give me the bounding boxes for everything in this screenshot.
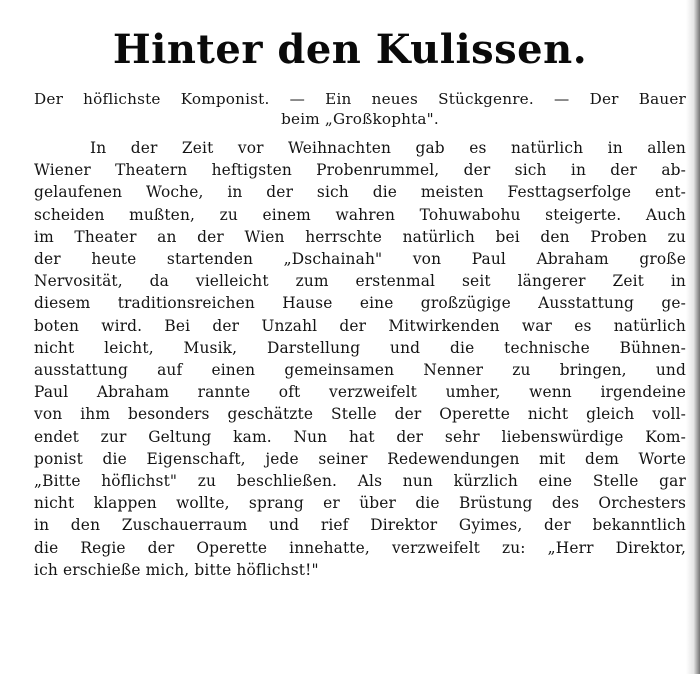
body-line: gelaufenen Woche, in der sich die meisten Festtagserfolge ent- [34, 183, 686, 202]
scan-edge-shadow [686, 0, 700, 674]
body-line: im Theater an der Wien herrschte natürlich bei den Proben zu [34, 227, 686, 246]
subheading-line: Der höflichste Komponist. — Ein neues Stückgenre. — Der Bauer [34, 90, 686, 108]
body-line: nicht leicht, Musik, Darstellung und die technische Bühnen- [34, 338, 686, 357]
body-line: ausstattung auf einen gemeinsamen Nenner zu bringen, und [34, 361, 686, 380]
article-headline: Hinter den Kulissen. [112, 26, 588, 73]
body-line: nicht klappen wollte, sprang er über die Brüstung des Orchesters [34, 494, 686, 513]
body-line: von ihm besonders geschätzte Stelle der Operette nicht gleich voll- [34, 405, 686, 424]
body-line: in den Zuschauerraum und rief Direktor Gyimes, der bekanntlich [34, 516, 686, 535]
body-line: diesem traditionsreichen Hause eine großzügige Ausstattung ge- [34, 294, 686, 313]
body-line: Paul Abraham rannte oft verzweifelt umher, wenn irgendeine [34, 383, 686, 402]
body-line: scheiden mußten, zu einem wahren Tohuwabohu steigerte. Auch [34, 205, 686, 224]
article-body [34, 137, 686, 581]
body-line: ich erschieße mich, bitte höflichst!" [34, 560, 319, 579]
body-line: In der Zeit vor Weihnachten gab es natürlich in allen [90, 139, 686, 157]
body-line: die Regie der Operette innehatte, verzweifelt zu: „Herr Direktor, [34, 538, 686, 557]
body-line: „Bitte höflichst" zu beschließen. Als nun kürzlich eine Stelle gar [34, 472, 686, 491]
body-line: boten wird. Bei der Unzahl der Mitwirkenden war es natürlich [34, 316, 686, 335]
body-line: Nervosität, da vielleicht zum erstenmal seit längerer Zeit in [34, 272, 686, 291]
body-line: endet zur Geltung kam. Nun hat der sehr liebenswürdige Kom- [34, 427, 686, 446]
subheading-line: beim „Großkophta". [281, 110, 439, 128]
article-subheading [34, 89, 686, 129]
body-line: Wiener Theatern heftigsten Probenrummel, der sich in der ab- [34, 161, 686, 180]
body-line: der heute startenden „Dschainah" von Paul Abraham große [34, 250, 686, 269]
body-line: ponist die Eigenschaft, jede seiner Redewendungen mit dem Worte [34, 449, 686, 468]
